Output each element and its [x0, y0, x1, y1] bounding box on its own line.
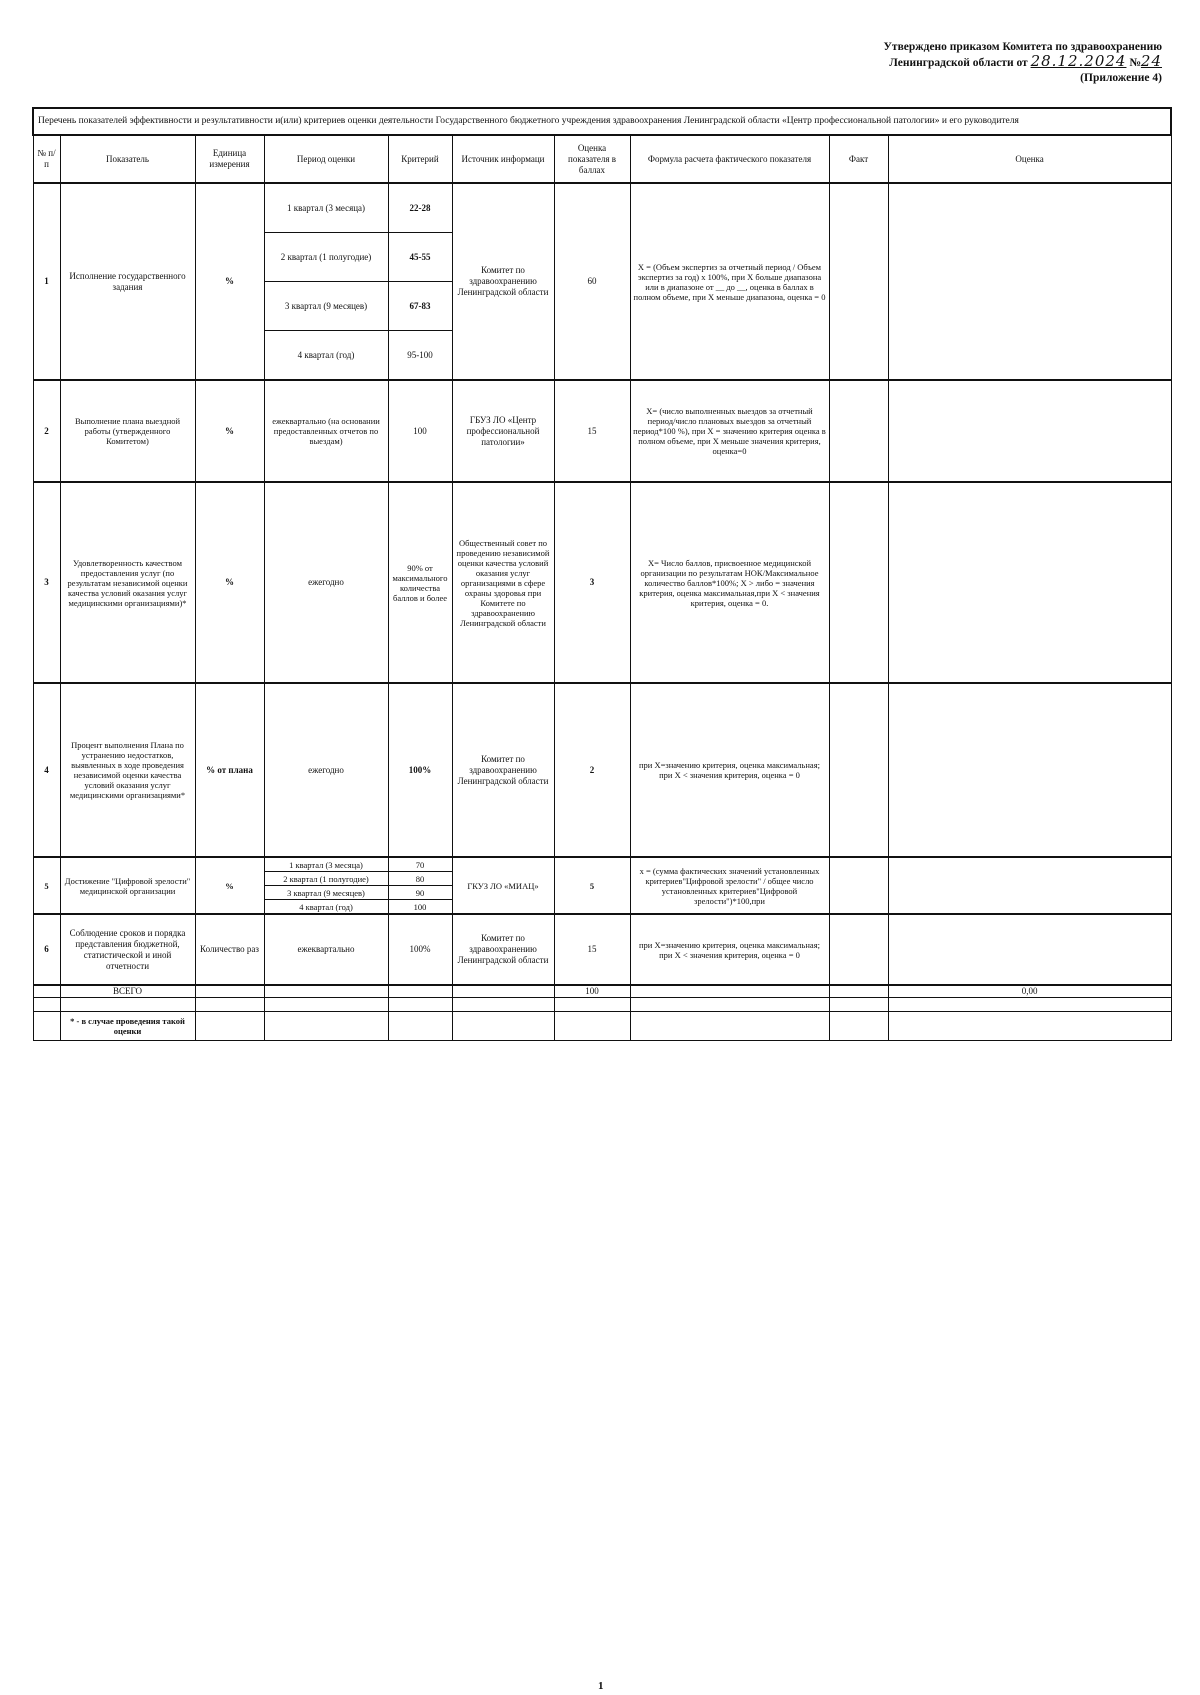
row-indicator: Исполнение государственного задания: [60, 183, 195, 380]
row-criterion: 90% от максимального количества баллов и более: [388, 482, 452, 683]
row-period: ежеквартально: [264, 914, 388, 985]
row-period: ежеквартально (на основании предоставленных отчетов по выездам): [264, 380, 388, 482]
table-row: [33, 380, 1171, 482]
row-period: ежегодно: [264, 683, 388, 857]
row-formula: х = (сумма фактических значений установленных критериев"Цифровой зрелости" / общее число установленных критериев"Цифровой зрелости")*100,при: [630, 857, 829, 914]
row-score: 5: [554, 857, 630, 914]
row-criterion: 100: [388, 380, 452, 482]
table-title: Перечень показателей эффективности и результативности и(или) критериев оценки деятельности Государственного бюджетного учреждения здравоохранения Ленинградской области «Центр профессиональной патологии» и его руководителя: [33, 108, 1171, 135]
row-source: Комитет по здравоохранению Ленинградской области: [452, 183, 554, 380]
row-indicator: Удовлетворенность качеством предоставления услуг (по результатам независимой оценки качества условий оказания услуг медицинскими организациями)*: [60, 482, 195, 683]
header-fact: Факт: [829, 135, 888, 183]
row-criterion: 100: [388, 900, 452, 915]
row-score: 15: [554, 914, 630, 985]
approval-prefix: Ленинградской области от: [889, 57, 1028, 69]
header-num: № п/п: [33, 135, 60, 183]
indicators-table: [32, 107, 1172, 1041]
row-unit: Количество раз: [195, 914, 264, 985]
row-score: 3: [554, 482, 630, 683]
row-criterion: 100%: [388, 914, 452, 985]
row-assessment[interactable]: [888, 380, 1171, 482]
total-row: [33, 985, 1171, 997]
header-source: Источник информаци: [452, 135, 554, 183]
row-fact[interactable]: [829, 683, 888, 857]
row-score: 2: [554, 683, 630, 857]
row-period: 2 квартал (1 полугодие): [264, 233, 388, 282]
row-period: 2 квартал (1 полугодие): [264, 872, 388, 886]
page-number: 1: [598, 1680, 604, 1692]
row-unit: %: [195, 183, 264, 380]
row-num: 3: [33, 482, 60, 683]
table-row: [33, 683, 1171, 857]
row-score: 15: [554, 380, 630, 482]
row-indicator: Процент выполнения Плана по устранению недостатков, выявленных в ходе проведения независимой оценки качества условий оказания услуг медицинскими организациями*: [60, 683, 195, 857]
empty-row: [33, 997, 1171, 1011]
header-score: Оценка показателя в баллах: [554, 135, 630, 183]
row-indicator: Соблюдение сроков и порядка представления бюджетной, статистической и иной отчетности: [60, 914, 195, 985]
row-num: 6: [33, 914, 60, 985]
row-criterion: 22-28: [388, 183, 452, 233]
row-source: Комитет по здравоохранению Ленинградской области: [452, 683, 554, 857]
row-source: Комитет по здравоохранению Ленинградской области: [452, 914, 554, 985]
row-source: Общественный совет по проведению независимой оценки качества условий оказания услуг организациями в сфере охраны здоровья при Комитете по здравоохранению Ленинградской области: [452, 482, 554, 683]
row-fact[interactable]: [829, 183, 888, 380]
number-prefix: №: [1129, 57, 1141, 69]
table-row: [33, 183, 1171, 233]
table-header-row: [33, 135, 1171, 183]
row-source: ГКУЗ ЛО «МИАЦ»: [452, 857, 554, 914]
approval-line-1: Утверждено приказом Комитета по здравоохранению: [883, 41, 1162, 53]
row-fact[interactable]: [829, 857, 888, 914]
row-formula: Х= Число баллов, присвоенное медицинской организации по результатам НОК/Максимальное количество баллов*100%; Х > либо = значения критерия, оценка максимальная,при Х < значения критерия, оценка = 0.: [630, 482, 829, 683]
row-unit: %: [195, 380, 264, 482]
row-source: ГБУЗ ЛО «Центр профессиональной патологии»: [452, 380, 554, 482]
header-assessment: Оценка: [888, 135, 1171, 183]
header-criterion: Критерий: [388, 135, 452, 183]
table-row: [33, 482, 1171, 683]
row-assessment[interactable]: [888, 683, 1171, 857]
row-criterion: 80: [388, 872, 452, 886]
row-formula: при Х=значению критерия, оценка максимальная; при Х < значения критерия, оценка = 0: [630, 914, 829, 985]
total-assessment: 0,00: [888, 985, 1171, 997]
row-assessment[interactable]: [888, 482, 1171, 683]
row-formula: при Х=значению критерия, оценка максимальная; при Х < значения критерия, оценка = 0: [630, 683, 829, 857]
handwritten-number: 24: [1140, 52, 1162, 70]
handwritten-date: 28.12.2024: [1030, 52, 1127, 70]
row-unit: %: [195, 857, 264, 914]
header-indicator: Показатель: [60, 135, 195, 183]
row-fact[interactable]: [829, 380, 888, 482]
row-fact[interactable]: [829, 482, 888, 683]
row-num: 2: [33, 380, 60, 482]
row-assessment[interactable]: [888, 857, 1171, 914]
row-num: 1: [33, 183, 60, 380]
appendix-label: (Приложение 4): [1080, 72, 1162, 84]
row-period: 4 квартал (год): [264, 331, 388, 381]
total-label: ВСЕГО: [60, 985, 195, 997]
approval-stamp: [883, 40, 1162, 85]
row-criterion: 67-83: [388, 282, 452, 331]
row-assessment[interactable]: [888, 914, 1171, 985]
approval-line-2: [883, 54, 1162, 70]
header-period: Период оценки: [264, 135, 388, 183]
header-formula: Формула расчета фактического показателя: [630, 135, 829, 183]
row-criterion: 95-100: [388, 331, 452, 381]
row-period: ежегодно: [264, 482, 388, 683]
row-period: 3 квартал (9 месяцев): [264, 282, 388, 331]
total-score: 100: [554, 985, 630, 997]
row-period: 3 квартал (9 месяцев): [264, 886, 388, 900]
row-num: 4: [33, 683, 60, 857]
table-row: [33, 857, 1171, 872]
header-unit: Единица измерения: [195, 135, 264, 183]
row-period: 1 квартал (3 месяца): [264, 857, 388, 872]
row-criterion: 90: [388, 886, 452, 900]
row-formula: Х= (число выполненных выездов за отчетный период/число плановых выездов за отчетный период*100 %), при Х = значению критерия оценка в полном объеме, при Х меньше значения критерия, оценка=0: [630, 380, 829, 482]
row-criterion: 70: [388, 857, 452, 872]
row-criterion: 100%: [388, 683, 452, 857]
row-period: 1 квартал (3 месяца): [264, 183, 388, 233]
row-indicator: Выполнение плана выездной работы (утвержденного Комитетом): [60, 380, 195, 482]
row-criterion: 45-55: [388, 233, 452, 282]
footnote: * - в случае проведения такой оценки: [60, 1011, 195, 1040]
row-num: 5: [33, 857, 60, 914]
row-formula: Х = (Объем экспертиз за отчетный период / Объем экспертиз за год) х 100%, при Х больше диапазона или в диапазоне от __ до __, оценка в баллах в полном объеме, при Х меньше диапазона, оценка = 0: [630, 183, 829, 380]
row-unit: % от плана: [195, 683, 264, 857]
row-period: 4 квартал (год): [264, 900, 388, 915]
footnote-row: [33, 1011, 1171, 1040]
row-assessment[interactable]: [888, 183, 1171, 380]
row-fact[interactable]: [829, 914, 888, 985]
table-row: [33, 914, 1171, 985]
row-unit: %: [195, 482, 264, 683]
row-score: 60: [554, 183, 630, 380]
row-indicator: Достижение "Цифровой зрелости" медицинской организации: [60, 857, 195, 914]
